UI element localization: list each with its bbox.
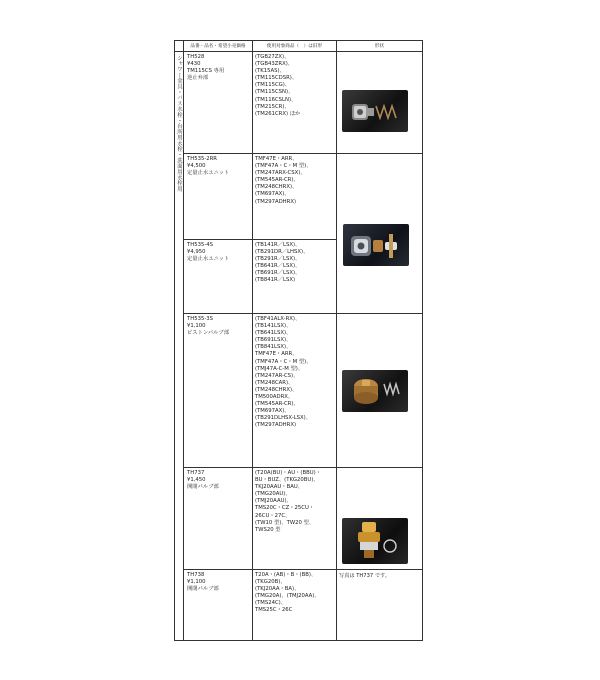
- model-line: (TB141R／LSX)、: [255, 242, 301, 248]
- model-line: (TM247AR-CS)、: [255, 372, 299, 379]
- model-line: (TM248CHRX)、: [255, 386, 298, 393]
- piston-valve-photo: [342, 370, 408, 412]
- header-models: 使用対象商品（ ）は旧形: [253, 41, 337, 52]
- code-cell: [184, 570, 253, 641]
- part-desc: 開閉バルブ部: [187, 484, 219, 491]
- model-line: TKJ20AAU・BAU、: [255, 484, 304, 491]
- part-price: ¥1,100: [187, 323, 206, 330]
- model-line: (TM248CAR)、: [255, 379, 294, 386]
- code-cell: [184, 314, 253, 468]
- model-line: (TM115CDSR)、: [255, 75, 298, 82]
- category-label: シャワー金具・バス水栓・台所用水栓・洗面用水栓用: [176, 55, 182, 192]
- models-cell: [253, 52, 337, 154]
- shape-cell: [337, 52, 423, 154]
- part-code: TH535-4S: [187, 242, 213, 248]
- shape-cell: [337, 468, 423, 570]
- model-line: (TM115CG)、: [255, 82, 291, 89]
- table-row: [175, 314, 423, 468]
- model-line: (TB641R／LSX)、: [255, 263, 301, 270]
- code-cell: [184, 154, 253, 240]
- models-cell: [253, 314, 337, 468]
- model-line: (TK15AS)、: [255, 68, 285, 75]
- model-line: (TMF47A・C・M 型)、: [255, 358, 312, 365]
- part-price: ¥4,950: [187, 249, 206, 256]
- model-line: 26CU・27C、: [255, 512, 291, 519]
- metered-stop-unit-photo: [343, 224, 409, 266]
- model-line: (TM697AX)、: [255, 408, 290, 415]
- part-code: TH535-2RR: [187, 156, 217, 162]
- part-price: ¥4,500: [187, 163, 206, 170]
- model-line: (TGB27ZX)、: [255, 54, 290, 60]
- model-line: (TKJ20AA・BA)、: [255, 586, 300, 593]
- model-line: (TW10 型)、TW20 型、: [255, 519, 315, 526]
- part-code: TH738: [187, 572, 205, 578]
- part-price: ¥1,100: [187, 579, 206, 586]
- model-line: (TB291DLHSX-LSX)、: [255, 415, 312, 422]
- model-line: (TGB43ZRX)、: [255, 61, 294, 68]
- shape-cell: [337, 570, 423, 641]
- model-line: (TMF47A・C・M 型)、: [255, 163, 312, 170]
- model-line: (TMG20AU)、: [255, 491, 291, 498]
- model-line: BU・BUZ、(TKG20BU)、: [255, 477, 319, 484]
- part-code: TH535-3S: [187, 316, 213, 322]
- model-line: TMF47E・ARR、: [255, 351, 298, 358]
- header-blank: [175, 41, 184, 52]
- model-line: (TM297ADHRX): [255, 422, 297, 429]
- model-line: (TM545AR-CR)、: [255, 401, 299, 408]
- valve-cartridge-with-spring-photo: [342, 90, 408, 132]
- models-cell: [253, 240, 337, 314]
- model-line: TMS20C・CZ・25CU・: [255, 505, 315, 512]
- shape-cell: [337, 314, 423, 468]
- model-line: TM500ADRX、: [255, 394, 294, 401]
- shape-cell: [337, 154, 423, 314]
- model-line: TMF47E・ARR、: [255, 156, 298, 162]
- part-desc: ピストンバルブ部: [187, 330, 230, 337]
- model-line: (TB691LSX)、: [255, 337, 292, 344]
- model-line: (TM247ARX-CSX)、: [255, 170, 306, 177]
- model-line: (T20A(BU)・AU・(BBU)・: [255, 470, 321, 476]
- model-line: TMS25C・26C: [255, 607, 293, 614]
- header-code: 品番・品名・希望小売価格: [184, 41, 253, 52]
- model-line: (TB291R／LSX)、: [255, 256, 301, 263]
- part-code: TH528: [187, 54, 205, 60]
- open-close-valve-photo: [342, 518, 408, 564]
- model-line: (TMJ20AAU)、: [255, 498, 292, 505]
- part-desc: 定量止水ユニット: [187, 256, 230, 263]
- table-row: [175, 468, 423, 570]
- model-line: (TB641LSX)、: [255, 330, 292, 337]
- model-line: (TM261CRX) ほか: [255, 110, 301, 117]
- models-cell: [253, 154, 337, 240]
- part-price: ¥1,450: [187, 477, 206, 484]
- code-cell: [184, 240, 253, 314]
- model-line: (TKG20B)、: [255, 579, 286, 586]
- model-line: (TMS24C)、: [255, 600, 287, 607]
- part-price: ¥430: [187, 61, 201, 68]
- model-line: (TM545AR-CR)、: [255, 177, 299, 184]
- part-desc: 定量止水ユニット: [187, 170, 230, 177]
- models-cell: [253, 468, 337, 570]
- model-line: (TM116CSLN)、: [255, 96, 297, 103]
- code-cell: [184, 468, 253, 570]
- parts-table: [174, 40, 423, 641]
- model-line: (TB141LSX)、: [255, 323, 292, 330]
- model-line: (TB841R／LSX): [255, 277, 296, 284]
- model-line: (TM115CSN)、: [255, 89, 294, 96]
- model-line: T20A・(AB)・B・(BB)、: [255, 572, 317, 578]
- model-line: (TM215CR)、: [255, 103, 290, 110]
- part-desc: TM115CS 専用: [187, 68, 225, 75]
- model-line: (TMJ47A-C-M 型)、: [255, 365, 304, 372]
- model-line: (TB691R／LSX)、: [255, 270, 301, 277]
- model-line: (TM697AX)、: [255, 191, 290, 198]
- header-shape: 形状: [337, 41, 423, 52]
- category-cell: [175, 52, 184, 641]
- table-row: [175, 52, 423, 154]
- model-line: (TBF41ALX-RX)、: [255, 316, 301, 322]
- model-line: (TMG20A)、(TMJ20AA)、: [255, 593, 320, 600]
- part-desc: 開閉バルブ部: [187, 586, 219, 593]
- table-header-row: [175, 41, 423, 52]
- photo-note: 写真は TH737 です。: [339, 573, 390, 579]
- part-desc: 逆止弁部: [187, 75, 209, 82]
- model-line: (TB841LSX)、: [255, 344, 292, 351]
- table-row: [175, 570, 423, 641]
- code-cell: [184, 52, 253, 154]
- model-line: (TB291DR／LHSX)、: [255, 249, 309, 256]
- models-cell: [253, 570, 337, 641]
- table-row: [175, 154, 423, 240]
- model-line: (TM297ADHRX): [255, 198, 297, 205]
- part-code: TH737: [187, 470, 205, 476]
- model-line: (TM248CHRX)、: [255, 184, 298, 191]
- model-line: TWS20 型: [255, 526, 281, 533]
